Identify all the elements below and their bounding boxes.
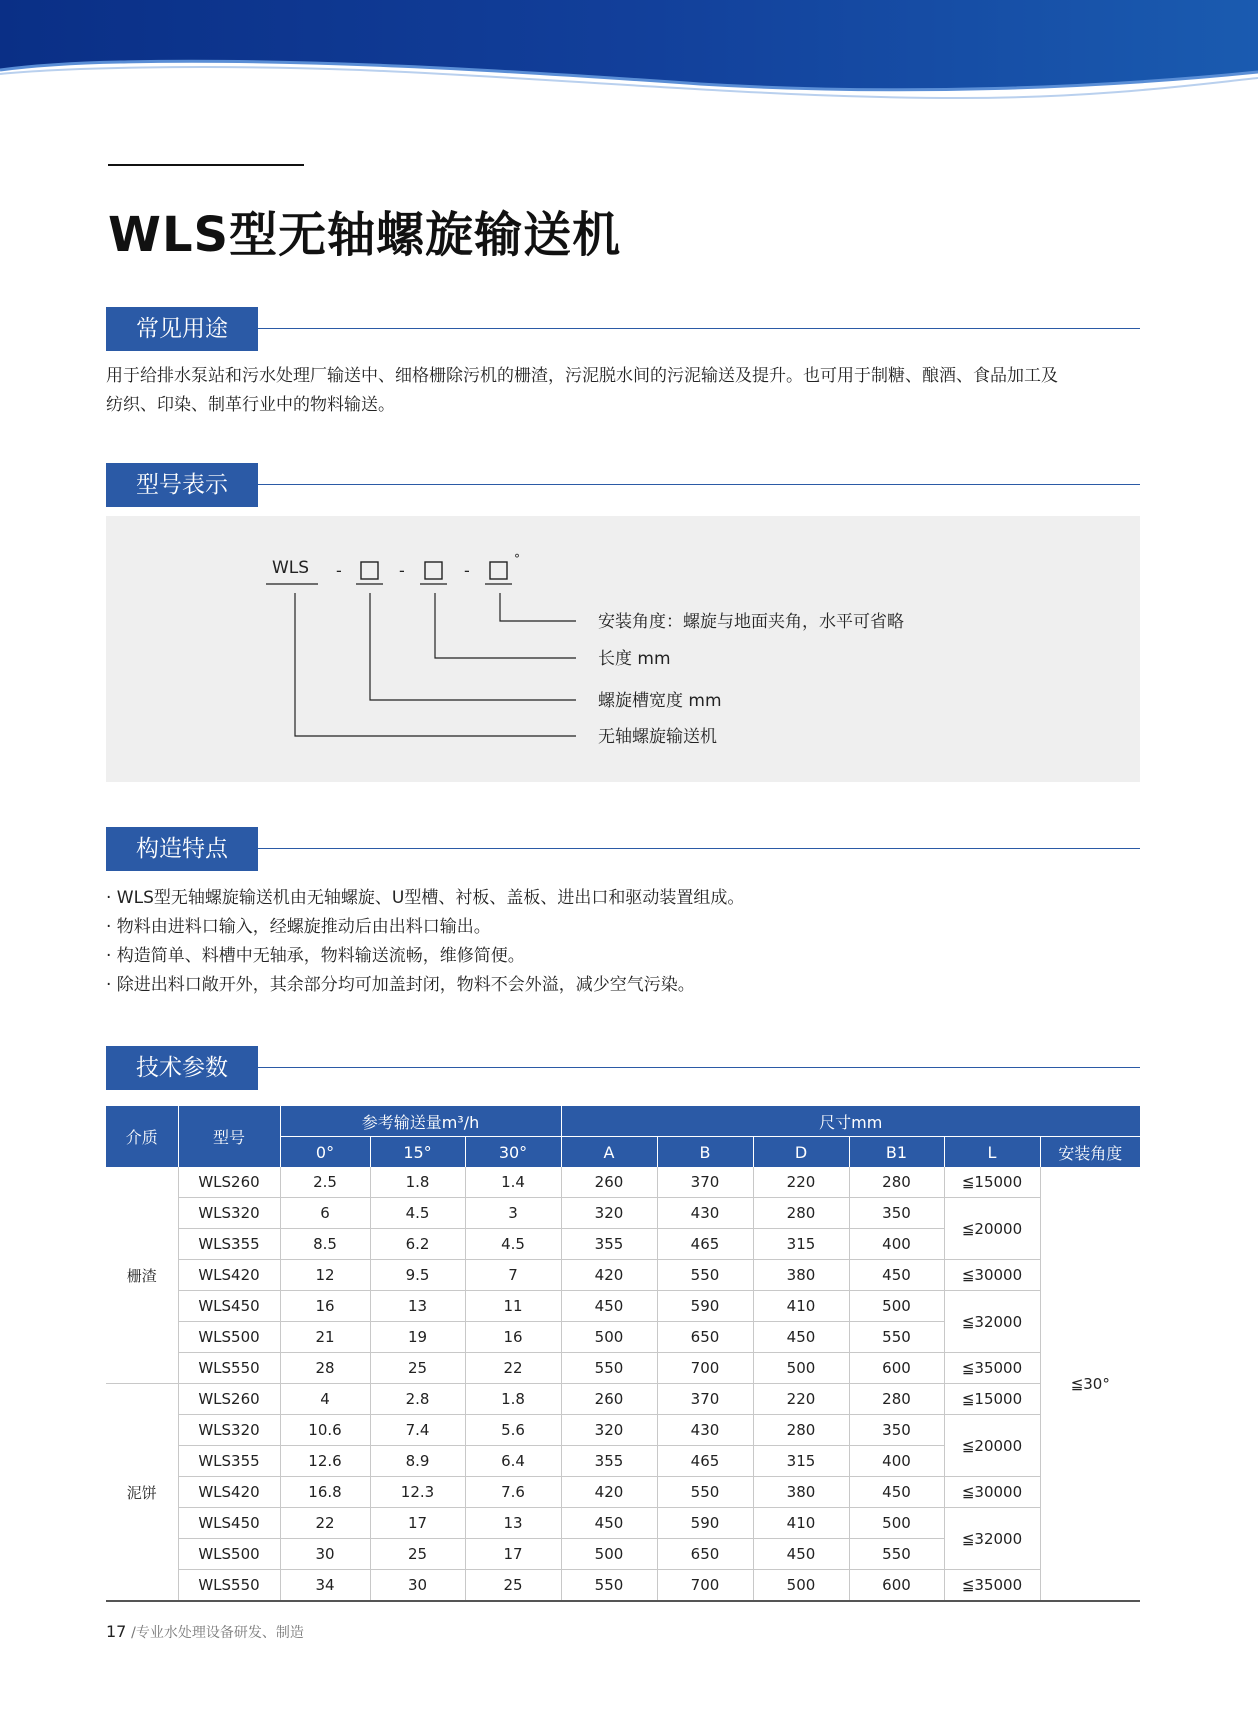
spec-table-body (106, 1167, 1140, 1601)
usage-line-1: 用于给排水泵站和污水处理厂输送中、细格栅除污机的栅渣，污泥脱水间的污泥输送及提升。也可用于制糖、酿酒、食品加工及 (106, 366, 1058, 386)
footer-text: /专业水处理设备研发、制造 (131, 1625, 304, 1641)
cell-dim-a: 260 (561, 1167, 657, 1198)
cell-cap-15: 8.9 (370, 1446, 465, 1477)
model-diagram-panel (106, 516, 1140, 782)
th-dim-d: D (753, 1137, 849, 1168)
th-dim-b1: B1 (849, 1137, 944, 1168)
cell-dim-a: 420 (561, 1477, 657, 1508)
cell-dim-d: 380 (753, 1260, 849, 1291)
th-angle-0: 0° (280, 1137, 370, 1168)
cell-cap-30: 3 (465, 1198, 561, 1229)
cell-dim-b: 465 (657, 1446, 753, 1477)
cell-cap-0: 10.6 (280, 1415, 370, 1446)
table-row (106, 1384, 1140, 1415)
cell-cap-0: 12 (280, 1260, 370, 1291)
leader-width (370, 593, 576, 700)
cell-model: WLS550 (178, 1353, 280, 1384)
cell-dim-b1: 500 (849, 1291, 944, 1322)
cell-dim-l: ≦30000 (944, 1477, 1040, 1508)
cell-model: WLS420 (178, 1260, 280, 1291)
cell-model: WLS500 (178, 1539, 280, 1570)
th-model: 型号 (178, 1106, 280, 1167)
cell-dim-b: 590 (657, 1291, 753, 1322)
cell-cap-0: 16.8 (280, 1477, 370, 1508)
th-install-angle: 安装角度 (1040, 1137, 1140, 1168)
label-conveyor-type: 无轴螺旋输送机 (598, 727, 717, 747)
cell-dim-a: 550 (561, 1353, 657, 1384)
cell-dim-b1: 450 (849, 1477, 944, 1508)
cell-cap-0: 6 (280, 1198, 370, 1229)
th-medium: 介质 (106, 1106, 178, 1167)
th-dim-l: L (944, 1137, 1040, 1168)
spec-table (106, 1106, 1140, 1602)
table-row (106, 1260, 1140, 1291)
cell-cap-0: 8.5 (280, 1229, 370, 1260)
cell-cap-30: 25 (465, 1570, 561, 1602)
cell-dim-b: 590 (657, 1508, 753, 1539)
cell-cap-15: 4.5 (370, 1198, 465, 1229)
placeholder-box-length (425, 562, 442, 579)
separator-dash: - (464, 561, 470, 580)
cell-dim-l: ≦32000 (944, 1291, 1040, 1353)
th-size: 尺寸mm (561, 1106, 1140, 1137)
cell-cap-15: 9.5 (370, 1260, 465, 1291)
section-heading-features: 构造特点 (106, 827, 258, 871)
label-trough-width: 螺旋槽宽度 mm (598, 691, 722, 711)
page-number: 17 (106, 1622, 127, 1641)
cell-cap-0: 12.6 (280, 1446, 370, 1477)
leader-length (435, 593, 576, 658)
cell-dim-b1: 600 (849, 1570, 944, 1602)
section-rule (258, 848, 1140, 849)
cell-cap-15: 30 (370, 1570, 465, 1602)
model-prefix: WLS (272, 558, 310, 578)
cell-model: WLS260 (178, 1384, 280, 1415)
cell-dim-d: 410 (753, 1291, 849, 1322)
cell-dim-a: 450 (561, 1291, 657, 1322)
cell-dim-a: 550 (561, 1570, 657, 1602)
cell-dim-a: 420 (561, 1260, 657, 1291)
cell-dim-d: 315 (753, 1446, 849, 1477)
cell-cap-15: 1.8 (370, 1167, 465, 1198)
cell-model: WLS550 (178, 1570, 280, 1602)
label-install-angle: 安装角度：螺旋与地面夹角，水平可省略 (598, 612, 904, 632)
cell-dim-a: 355 (561, 1229, 657, 1260)
feature-item: · 构造简单、料槽中无轴承，物料输送流畅，维修简便。 (106, 946, 525, 966)
cell-cap-15: 6.2 (370, 1229, 465, 1260)
degree-mark: ° (514, 552, 520, 566)
cell-dim-d: 500 (753, 1570, 849, 1602)
cell-cap-15: 2.8 (370, 1384, 465, 1415)
title-decoration-line (108, 164, 304, 166)
section-heading-usage: 常见用途 (106, 307, 258, 351)
cell-dim-a: 260 (561, 1384, 657, 1415)
feature-item: · 除进出料口敞开外，其余部分均可加盖封闭，物料不会外溢，减少空气污染。 (106, 975, 695, 995)
cell-model: WLS355 (178, 1446, 280, 1477)
cell-dim-b: 550 (657, 1477, 753, 1508)
usage-line-2: 纺织、印染、制革行业中的物料输送。 (106, 395, 395, 415)
cell-model: WLS320 (178, 1198, 280, 1229)
cell-dim-d: 315 (753, 1229, 849, 1260)
feature-item: · 物料由进料口输入，经螺旋推动后由出料口输出。 (106, 917, 491, 937)
th-dim-b: B (657, 1137, 753, 1168)
cell-cap-0: 2.5 (280, 1167, 370, 1198)
cell-dim-b1: 400 (849, 1229, 944, 1260)
cell-dim-d: 410 (753, 1508, 849, 1539)
cell-model: WLS500 (178, 1322, 280, 1353)
cell-dim-b1: 450 (849, 1260, 944, 1291)
features-list (106, 884, 744, 1000)
table-row (106, 1198, 1140, 1229)
section-heading-params: 技术参数 (106, 1046, 258, 1090)
feature-item: · WLS型无轴螺旋输送机由无轴螺旋、U型槽、衬板、盖板、进出口和驱动装置组成。 (106, 888, 745, 908)
usage-paragraph (106, 362, 1146, 420)
cell-cap-15: 25 (370, 1353, 465, 1384)
cell-cap-30: 17 (465, 1539, 561, 1570)
cell-cap-15: 25 (370, 1539, 465, 1570)
table-row (106, 1353, 1140, 1384)
page-title: WLS型无轴螺旋输送机 (108, 207, 622, 263)
cell-dim-b1: 600 (849, 1353, 944, 1384)
cell-cap-15: 7.4 (370, 1415, 465, 1446)
cell-cap-30: 11 (465, 1291, 561, 1322)
cell-model: WLS260 (178, 1167, 280, 1198)
cell-dim-a: 500 (561, 1322, 657, 1353)
cell-dim-b1: 280 (849, 1167, 944, 1198)
section-rule (258, 1067, 1140, 1068)
cell-cap-30: 13 (465, 1508, 561, 1539)
cell-dim-b1: 550 (849, 1539, 944, 1570)
cell-dim-d: 220 (753, 1167, 849, 1198)
cell-dim-l: ≦15000 (944, 1384, 1040, 1415)
cell-dim-l: ≦20000 (944, 1415, 1040, 1477)
cell-medium: 泥饼 (106, 1384, 178, 1602)
cell-model: WLS355 (178, 1229, 280, 1260)
cell-dim-l: ≦35000 (944, 1353, 1040, 1384)
cell-cap-30: 4.5 (465, 1229, 561, 1260)
cell-dim-b1: 400 (849, 1446, 944, 1477)
cell-model: WLS450 (178, 1291, 280, 1322)
th-capacity: 参考输送量m³/h (280, 1106, 561, 1137)
cell-cap-30: 16 (465, 1322, 561, 1353)
cell-dim-l: ≦35000 (944, 1570, 1040, 1602)
cell-dim-b: 700 (657, 1570, 753, 1602)
cell-dim-b: 700 (657, 1353, 753, 1384)
cell-dim-a: 500 (561, 1539, 657, 1570)
cell-model: WLS450 (178, 1508, 280, 1539)
cell-dim-b: 650 (657, 1322, 753, 1353)
th-angle-15: 15° (370, 1137, 465, 1168)
cell-dim-d: 280 (753, 1415, 849, 1446)
table-row (106, 1415, 1140, 1446)
cell-dim-d: 450 (753, 1322, 849, 1353)
cell-dim-b: 430 (657, 1415, 753, 1446)
table-row (106, 1508, 1140, 1539)
cell-cap-30: 6.4 (465, 1446, 561, 1477)
table-row (106, 1570, 1140, 1602)
cell-cap-30: 7.6 (465, 1477, 561, 1508)
cell-model: WLS320 (178, 1415, 280, 1446)
separator-dash: - (399, 561, 405, 580)
table-row (106, 1477, 1140, 1508)
section-rule (258, 484, 1140, 485)
cell-dim-l: ≦20000 (944, 1198, 1040, 1260)
label-length: 长度 mm (598, 649, 671, 669)
th-angle-30: 30° (465, 1137, 561, 1168)
cell-dim-l: ≦30000 (944, 1260, 1040, 1291)
placeholder-box-angle (490, 562, 507, 579)
cell-cap-30: 1.8 (465, 1384, 561, 1415)
cell-dim-b: 370 (657, 1384, 753, 1415)
cell-cap-0: 34 (280, 1570, 370, 1602)
cell-cap-15: 17 (370, 1508, 465, 1539)
table-row (106, 1291, 1140, 1322)
cell-dim-b: 650 (657, 1539, 753, 1570)
cell-cap-0: 4 (280, 1384, 370, 1415)
cell-dim-l: ≦32000 (944, 1508, 1040, 1570)
cell-dim-a: 355 (561, 1446, 657, 1477)
leader-angle (500, 593, 576, 621)
th-dim-a: A (561, 1137, 657, 1168)
cell-cap-0: 22 (280, 1508, 370, 1539)
cell-dim-d: 450 (753, 1539, 849, 1570)
cell-dim-b1: 350 (849, 1198, 944, 1229)
cell-cap-30: 7 (465, 1260, 561, 1291)
placeholder-box-width (361, 562, 378, 579)
cell-cap-30: 5.6 (465, 1415, 561, 1446)
cell-dim-b1: 550 (849, 1322, 944, 1353)
cell-dim-l: ≦15000 (944, 1167, 1040, 1198)
separator-dash: - (336, 561, 342, 580)
cell-dim-b1: 280 (849, 1384, 944, 1415)
cell-dim-d: 500 (753, 1353, 849, 1384)
cell-cap-15: 13 (370, 1291, 465, 1322)
cell-dim-b: 370 (657, 1167, 753, 1198)
cell-dim-a: 450 (561, 1508, 657, 1539)
cell-cap-0: 21 (280, 1322, 370, 1353)
cell-medium: 栅渣 (106, 1167, 178, 1384)
cell-dim-d: 380 (753, 1477, 849, 1508)
cell-cap-0: 28 (280, 1353, 370, 1384)
header-wave-banner (0, 0, 1258, 115)
cell-cap-30: 1.4 (465, 1167, 561, 1198)
cell-model: WLS420 (178, 1477, 280, 1508)
cell-install-angle: ≦30° (1040, 1167, 1140, 1601)
page-footer (106, 1622, 304, 1642)
cell-dim-b1: 500 (849, 1508, 944, 1539)
cell-cap-30: 22 (465, 1353, 561, 1384)
cell-dim-a: 320 (561, 1198, 657, 1229)
table-row (106, 1167, 1140, 1198)
cell-dim-b: 550 (657, 1260, 753, 1291)
cell-cap-0: 30 (280, 1539, 370, 1570)
cell-cap-15: 19 (370, 1322, 465, 1353)
cell-dim-b1: 350 (849, 1415, 944, 1446)
cell-dim-d: 280 (753, 1198, 849, 1229)
cell-dim-d: 220 (753, 1384, 849, 1415)
section-heading-model: 型号表示 (106, 463, 258, 507)
cell-dim-b: 430 (657, 1198, 753, 1229)
cell-dim-a: 320 (561, 1415, 657, 1446)
section-rule (258, 328, 1140, 329)
cell-cap-15: 12.3 (370, 1477, 465, 1508)
cell-cap-0: 16 (280, 1291, 370, 1322)
cell-dim-b: 465 (657, 1229, 753, 1260)
